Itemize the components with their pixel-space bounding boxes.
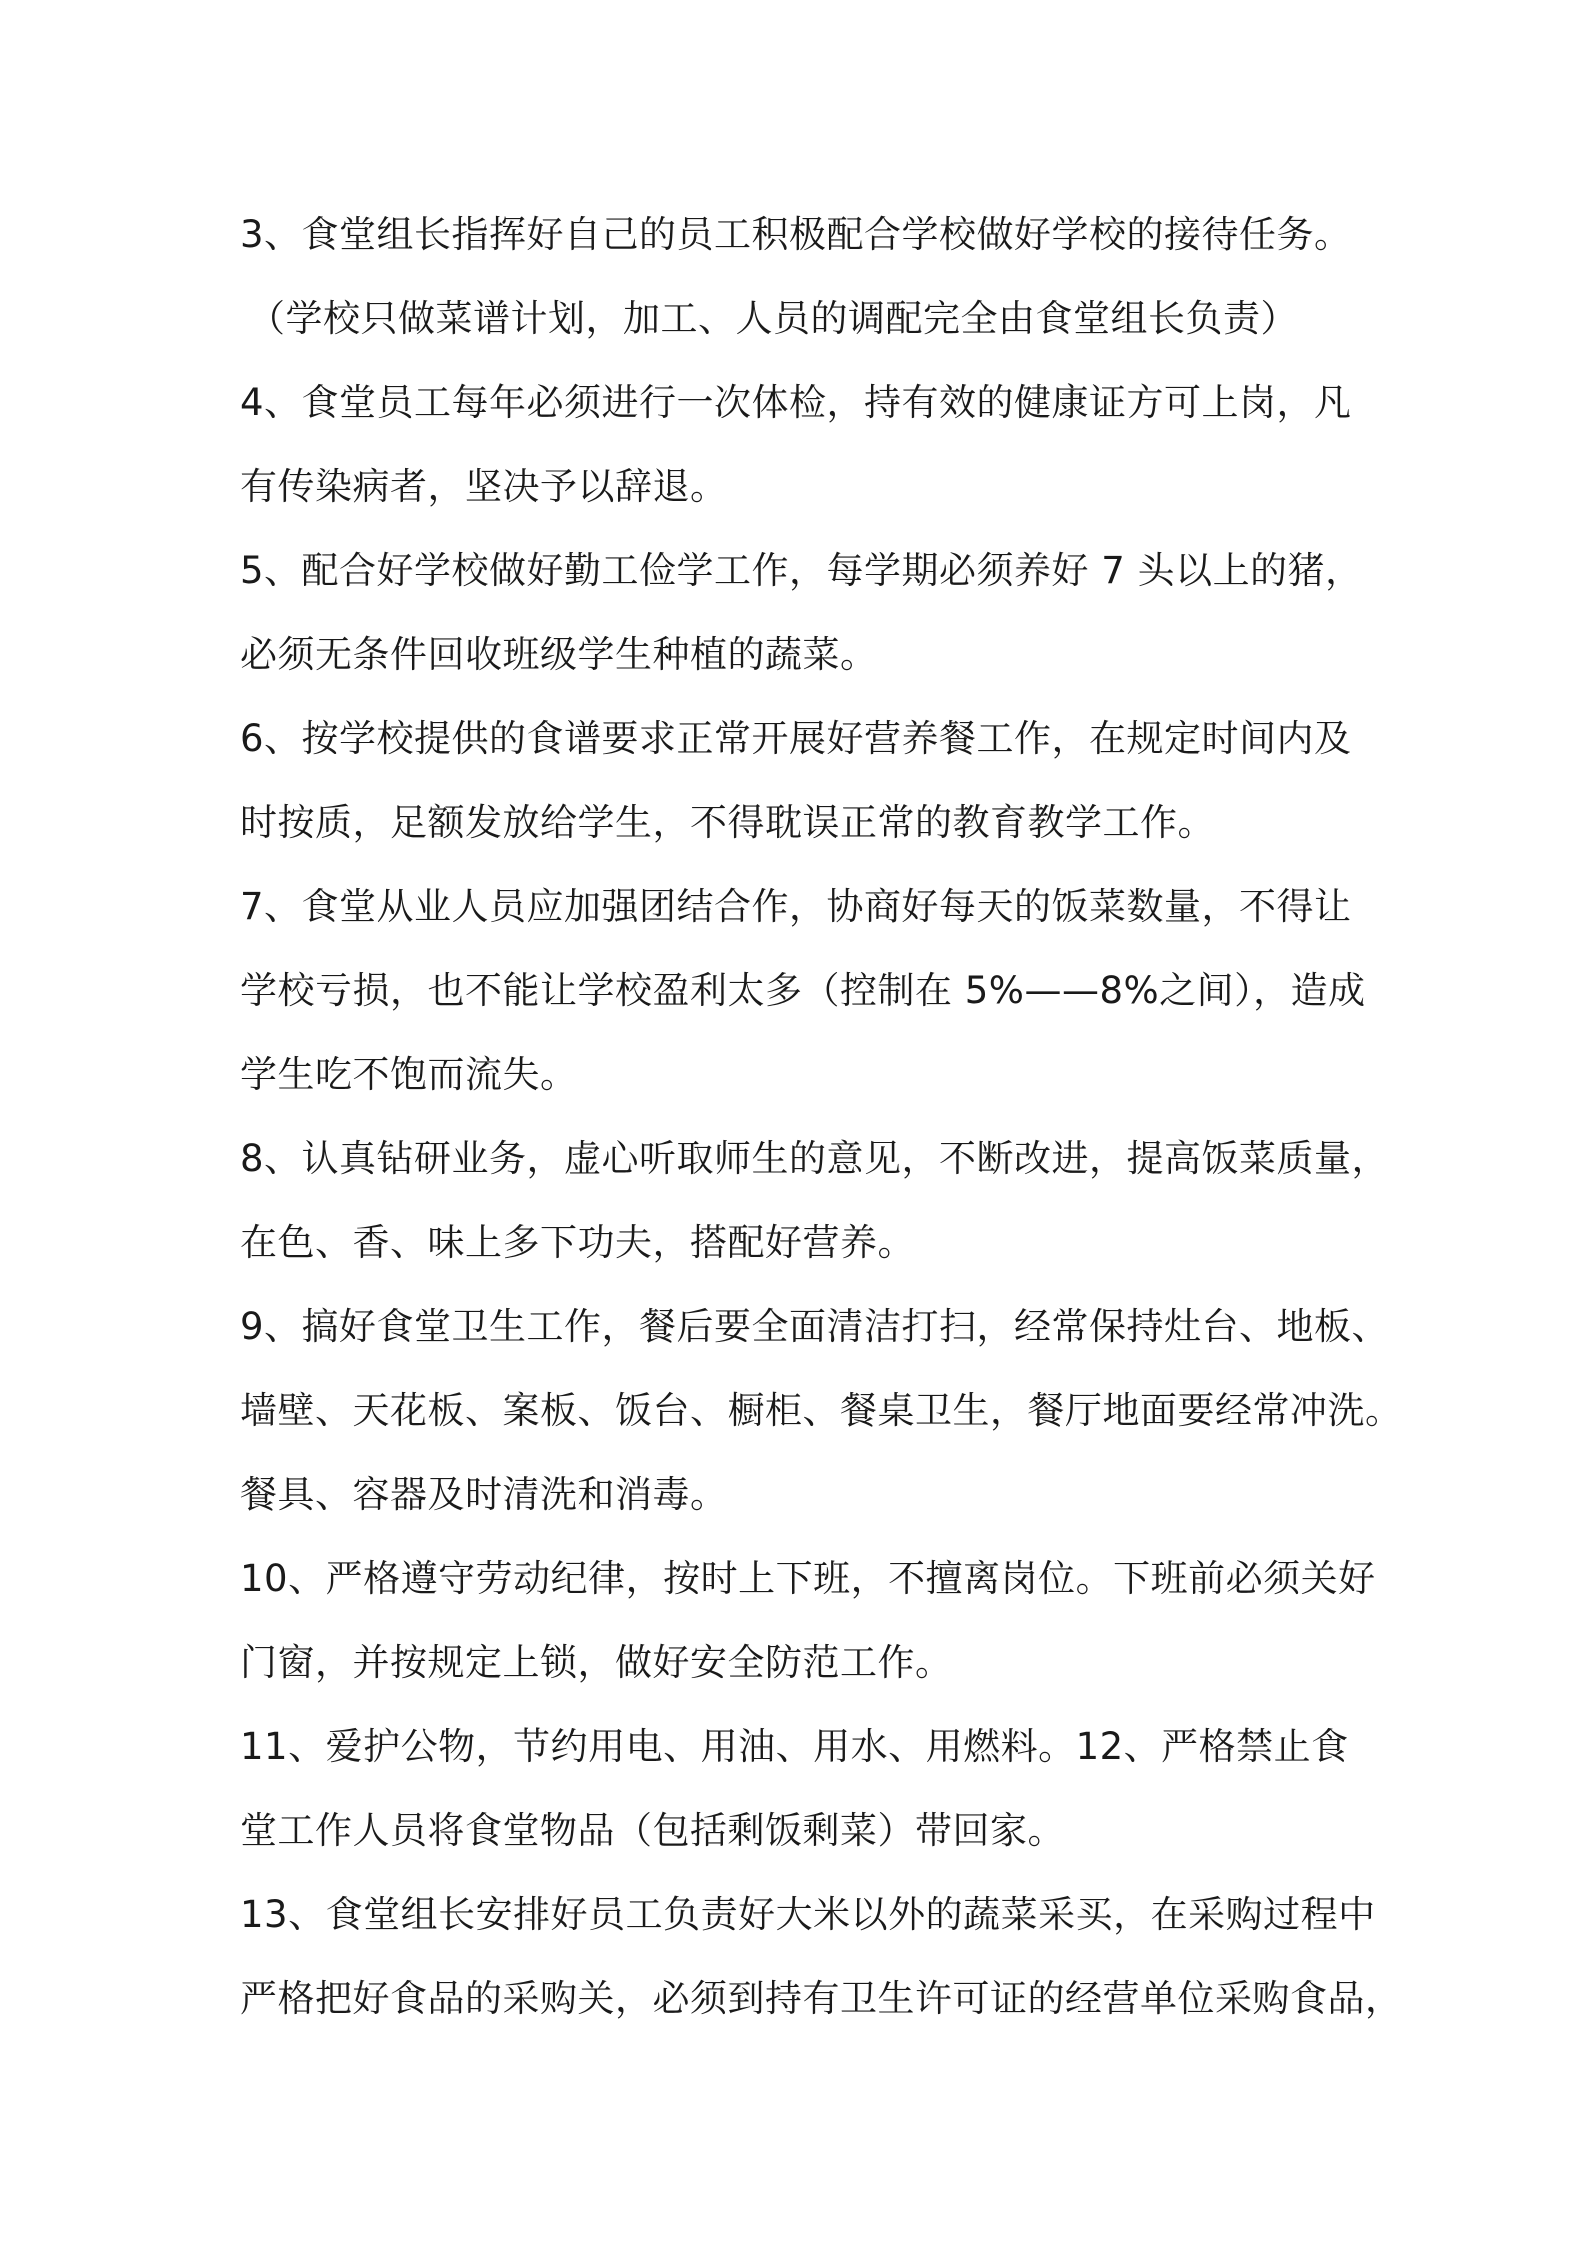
paragraph-9-line-2: 墙壁、天花板、案板、饭台、橱柜、餐桌卫生，餐厅地面要经常冲洗。: [240, 1389, 1403, 1432]
paragraph-10-line-2: 门窗，并按规定上锁，做好安全防范工作。: [240, 1641, 953, 1684]
paragraph-6-line-2: 时按质，足额发放给学生，不得耽误正常的教育教学工作。: [240, 801, 1215, 844]
paragraph-11-line-2: 堂工作人员将食堂物品（包括剩饭剩菜）带回家。: [240, 1809, 1065, 1852]
paragraph-13-line-1: 13、食堂组长安排好员工负责好大米以外的蔬菜采买，在采购过程中: [240, 1893, 1376, 1936]
paragraph-7-line-3: 学生吃不饱而流失。: [240, 1053, 578, 1096]
paragraph-7-line-1: 7、食堂从业人员应加强团结合作，协商好每天的饭菜数量，不得让: [240, 885, 1352, 928]
paragraph-7-line-2: 学校亏损，也不能让学校盈利太多（控制在 5%——8%之间），造成: [240, 969, 1366, 1012]
paragraph-8-line-1: 8、认真钻研业务，虚心听取师生的意见，不断改进，提高饭菜质量，: [240, 1137, 1390, 1180]
paragraph-3-line-1: 3、食堂组长指挥好自己的员工积极配合学校做好学校的接待任务。: [240, 213, 1352, 256]
paragraph-5-line-1: 5、配合好学校做好勤工俭学工作，每学期必须养好 7 头以上的猪，: [240, 549, 1363, 592]
document-body: [240, 193, 1403, 2041]
paragraph-9-line-3: 餐具、容器及时清洗和消毒。: [240, 1473, 728, 1516]
paragraph-11-line-1: 11、爱护公物，节约用电、用油、用水、用燃料。12、严格禁止食: [240, 1725, 1349, 1768]
paragraph-9-line-1: 9、搞好食堂卫生工作，餐后要全面清洁打扫，经常保持灶台、地板、: [240, 1305, 1390, 1348]
paragraph-4-line-2: 有传染病者，坚决予以辞退。: [240, 465, 728, 508]
paragraph-10-line-1: 10、严格遵守劳动纪律，按时上下班，不擅离岗位。下班前必须关好: [240, 1557, 1376, 1600]
paragraph-3-line-2: （学校只做菜谱计划，加工、人员的调配完全由食堂组长负责）: [248, 297, 1298, 340]
paragraph-5-line-2: 必须无条件回收班级学生种植的蔬菜。: [240, 633, 878, 676]
paragraph-8-line-2: 在色、香、味上多下功夫，搭配好营养。: [240, 1221, 915, 1264]
paragraph-4-line-1: 4、食堂员工每年必须进行一次体检，持有效的健康证方可上岗，凡: [240, 381, 1352, 424]
paragraph-13-line-2: 严格把好食品的采购关，必须到持有卫生许可证的经营单位采购食品，: [240, 1977, 1403, 2020]
paragraph-6-line-1: 6、按学校提供的食谱要求正常开展好营养餐工作，在规定时间内及: [240, 717, 1352, 760]
